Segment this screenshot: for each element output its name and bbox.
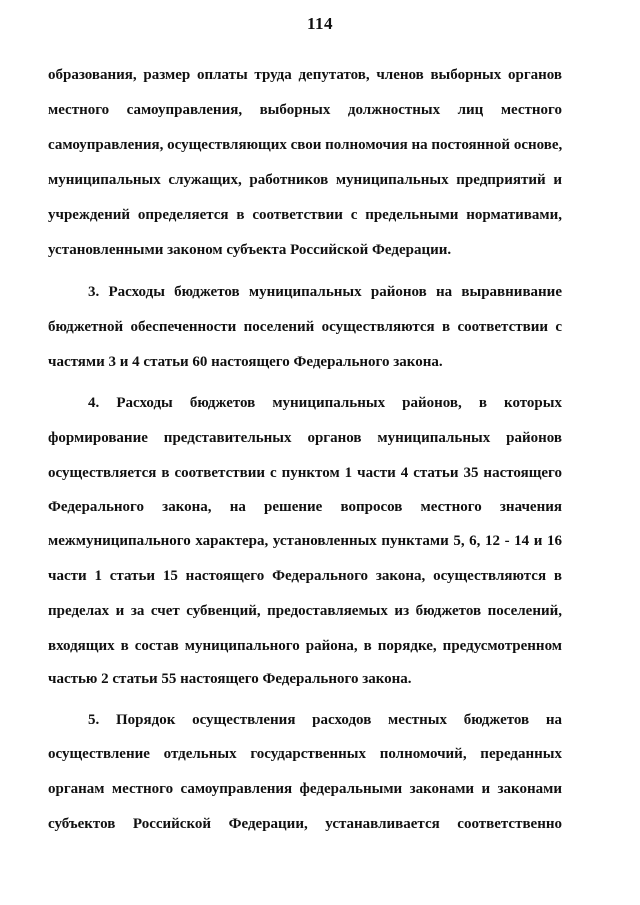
text-line: части 1 статьи 15 настоящего Федерального закона, осуществляются в [48,568,562,584]
text-line: 4. Расходы бюджетов муниципальных районов, в которых [88,395,562,411]
page-number: 114 [306,14,334,33]
text-line: образования, размер оплаты труда депутатов, членов выборных органов [48,67,562,83]
text-line: формирование представительных органов муниципальных районов [48,430,562,446]
text-line: муниципальных служащих, работников муниципальных предприятий и [48,172,562,188]
text-line: учреждений определяется в соответствии с предельными нормативами, [48,207,562,223]
text-line: Федерального закона, на решение вопросов местного значения [48,499,562,515]
text-line: субъектов Российской Федерации, устанавливается соответственно [48,816,562,832]
text-line: входящих в состав муниципального района, в порядке, предусмотренном [48,638,562,654]
text-line: установленными законом субъекта Российской Федерации. [48,242,452,258]
text-line: осуществление отдельных государственных полномочий, переданных [48,746,562,762]
text-line: осуществляется в соответствии с пунктом 1 части 4 статьи 35 настоящего [48,465,562,481]
text-line: 5. Порядок осуществления расходов местных бюджетов на [88,712,562,728]
text-line: частями 3 и 4 статьи 60 настоящего Федерального закона. [48,354,443,370]
text-line: частью 2 статьи 55 настоящего Федерального закона. [48,671,412,687]
text-line: самоуправления, осуществляющих свои полномочия на постоянной основе, [48,137,563,153]
text-line: пределах и за счет субвенций, предоставляемых из бюджетов поселений, [48,603,562,619]
text-line: бюджетной обеспеченности поселений осуществляются в соответствии с [48,319,562,335]
text-line: межмуниципального характера, установленных пунктами 5, 6, 12 - 14 и 16 [48,533,562,549]
text-line: местного самоуправления, выборных должностных лиц местного [48,102,562,118]
text-line: 3. Расходы бюджетов муниципальных районов на выравнивание [88,284,562,300]
text-line: органам местного самоуправления федеральными законами и законами [48,781,562,797]
